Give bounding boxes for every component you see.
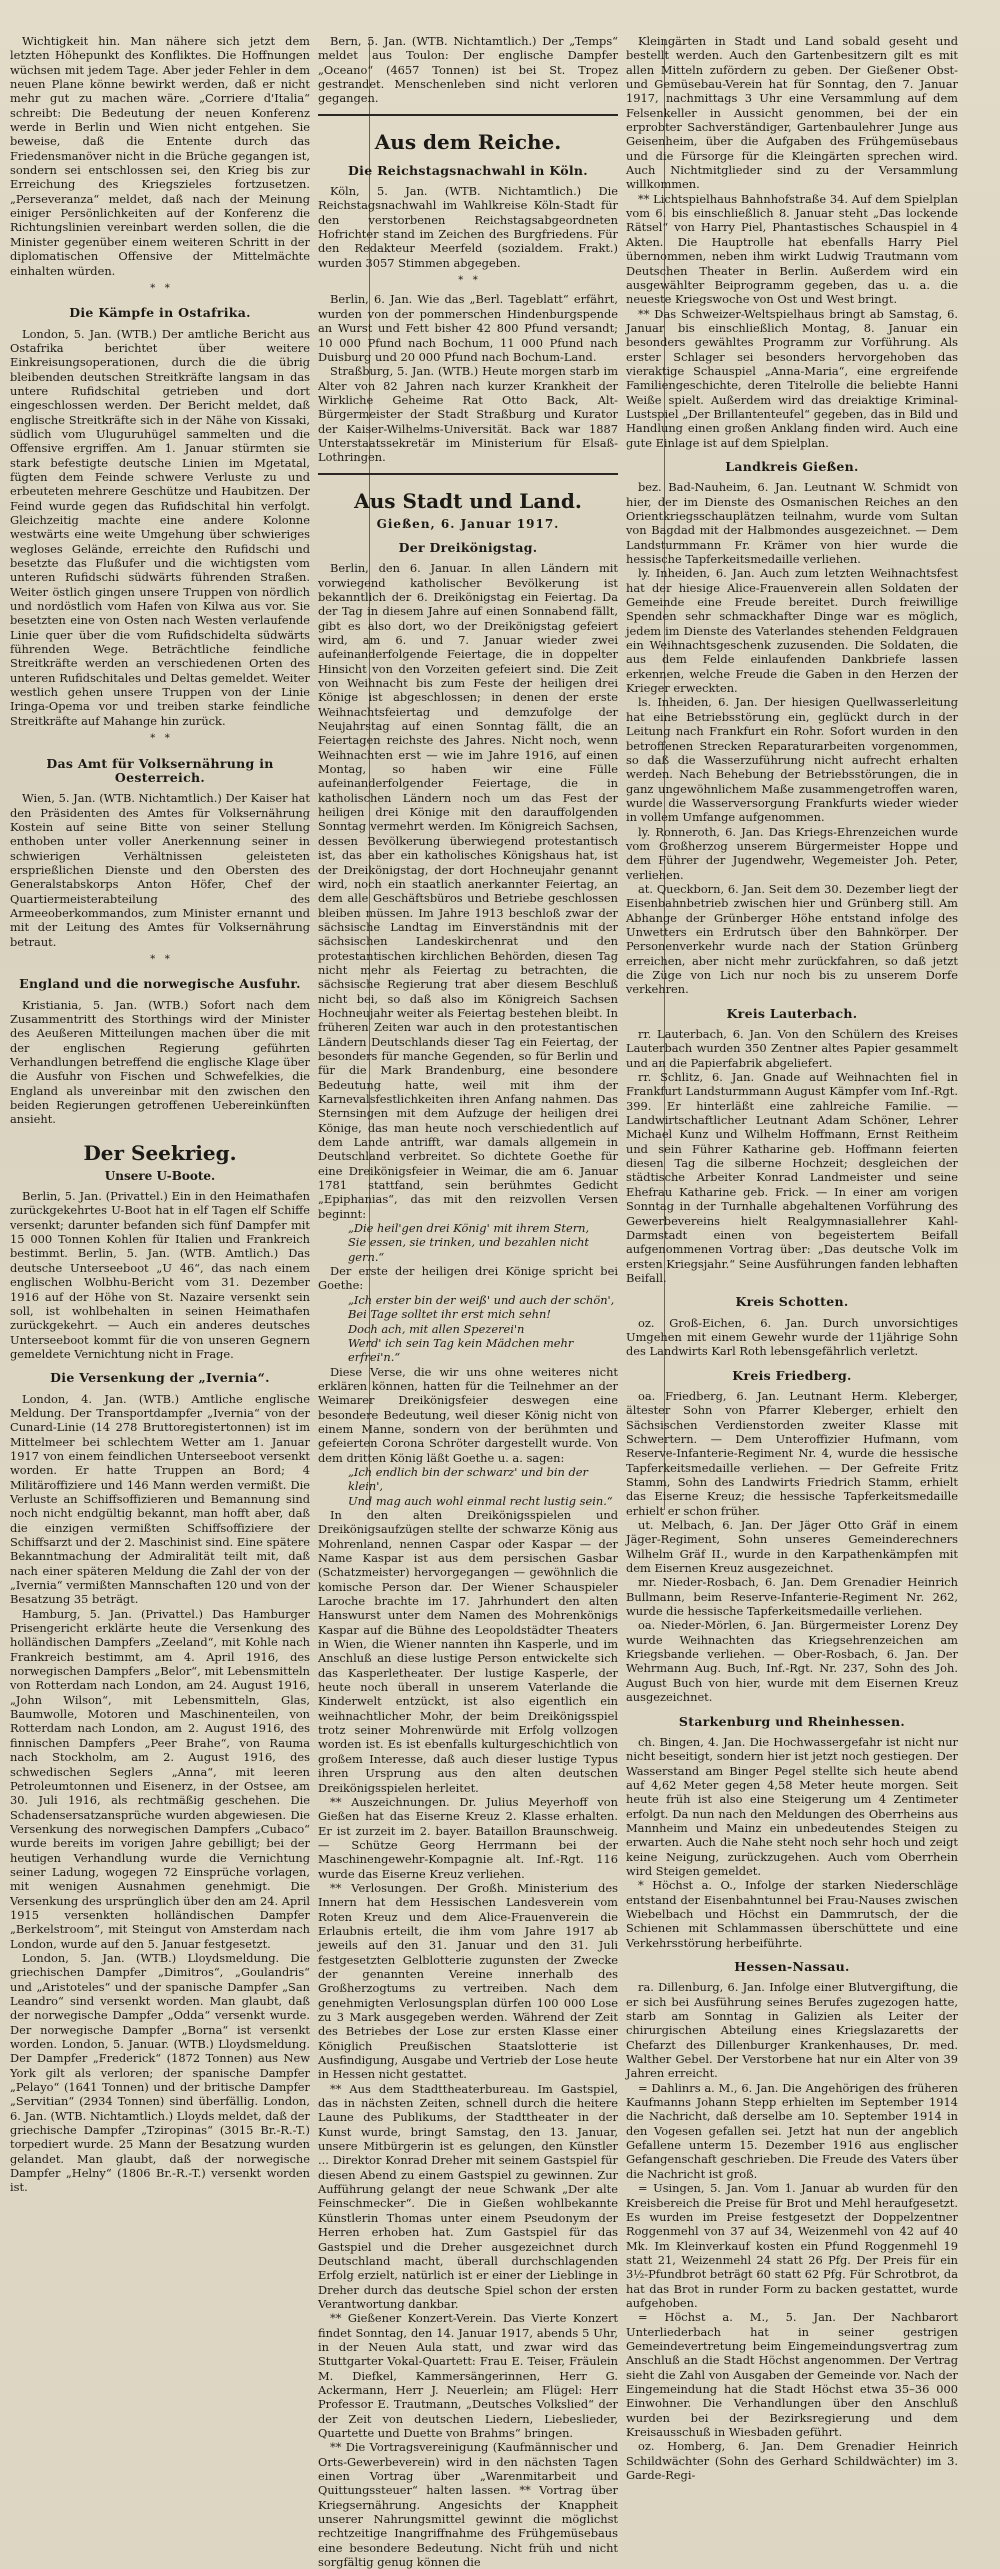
headline-kreis-friedberg: Kreis Friedberg. xyxy=(732,1367,852,1383)
verse-line: Werd' ich sein Tag kein Mädchen mehr erfrei'n.“ xyxy=(348,1335,574,1365)
verse-line: Sie essen, sie trinken, und bezahlen nicht gern.“ xyxy=(348,1235,589,1264)
article-temps: Bern, 5. Jan. (WTB. Nichtamtlich.) Der „Temps“ meldet aus Toulon: Der englische Dampfer „Oceano“ (4657 Tonnen) ist bei St. Tropez gestrandet. Menschenleben sind nicht verloren gegangen. xyxy=(318,34,618,106)
headline-volksernaehrung: Das Amt für Volksernährung in Oesterreich. xyxy=(46,755,274,785)
article-friedberg: oa. Friedberg, 6. Jan. Leutnant Herm. Kleberger, ältester Sohn von Pfarrer Kleberger, erhielt den Sächsischen Verdienstorden zweiter Klasse mit Schwertern. — Dem Unteroffizier Hufmann, vom Reserve-Infanterie-Regiment Nr. 4, wurde die hessische Tapferkeitsmedaille verliehen. — Der Gefreite Fritz Stamm, Sohn des Landwirts Friedrich Stamm, erhielt das Eiserne Kreuz; die hessische Tapferkeitsmedaille erhielt er schon früher. xyxy=(626,1388,958,1518)
article-hoechst-odenwald: * Höchst a. O., Infolge der starken Niederschläge entstand der Eisenbahntunnel bei Frau-Nauses zwischen Wiebelbach und Höchst ein Dammrutsch, der die Schienen mit Schlammassen überschüttete und eine Verkehrsstörung herbeiführte. xyxy=(626,1878,958,1950)
article-stadttheater: ** Aus dem Stadttheaterbureau. Im Gastspiel, das in nächsten Zeiten, schnell durch die heitere Laune des Publikums, der Stadttheater in der Kunst wurde, bringt Samstag, den 13. Januar, unsere Mitbürgerin ist es gelungen, den Künstler ... Direktor Konrad Dreher mit seinem Gastspiel für diesen Abend zu einem Gastspiel zu gewinnen. Zur Aufführung gelangt der neue Schwank „Der alte Feinschmecker“. Die in Gießen wohlbekannte Künstlerin Thomas unter einem Pseudonym der Herren erhoben hat. Zum Gastspiel für das Gastspiel und die Dreher ausgezeichnet durch Deutschland macht, überall durchschlagenden Erfolg erzielt, natürlich ist er einer der Lieblinge in Dreher durch das deutsche Spiel schon der ersten Verantwortung dankbar. xyxy=(318,2081,618,2311)
separator: * * xyxy=(150,282,170,294)
column-left xyxy=(10,34,310,2195)
article-bingen: ch. Bingen, 4. Jan. Die Hochwassergefahr ist nicht nur nicht beseitigt, sondern hier ist jetzt noch gestiegen. Der Wasserstand am Binger Pegel stellte sich heute abend auf 4,62 Meter gegen 4,58 Meter heute morgen. Seit heute früh ist also eine Steigerung um 4 Zentimeter erfolgt. Da nun nach den Meldungen des Oberrheins aus Mannheim und Mainz ein unbedeutendes Steigen zu erwarten. Auch die Nahe steht noch sehr hoch und zeigt keine Neigung, zurückzugehen. Auch vom Oberrhein wird Steigen gemeldet. xyxy=(626,1734,958,1878)
verse-block xyxy=(318,1221,618,1264)
article-konzertverein: ** Gießener Konzert-Verein. Das Vierte Konzert findet Sonntag, den 14. Januar 1917, abends 5 Uhr, in der Neuen Aula statt, und zwar wird das Stuttgarter Vokal-Quartett: Frau E. Teiser, Fräulein M. Diefkel, Kammersängerinnen, Herr G. Ackermann, Herr J. Neuerlein; am Flügel: Herr Professor E. Trautmann, „Deutsches Volkslied“ der der Zeit von deutschen Liedern, Liebeslieder, Quartette und Duette von Brahms“ bringen. xyxy=(318,2311,618,2440)
article-lloyds: London, 5. Jan. (WTB.) Lloydsmeldung. Die griechischen Dampfer „Dimitros“, „Goulandris“ und „Aristoteles“ und der spanische Dampfer „San Leandro“ sind versenkt worden. Man glaubt, daß der norwegische Dampfer „Odda“ versenkt wurde. Der norwegische Dampfer „Borna“ ist versenkt worden. London, 5. Januar. (WTB.) Lloydsmeldung. Der Dampfer „Frederick“ (1872 Tonnen) aus New York gilt als verloren; der spanische Dampfer „Pelayo“ (1641 Tonnen) und der britische Dampfer „Servitian“ (2934 Tonnen) sind überfällig. London, 6. Jan. (WTB. Nichtamtlich.) Lloyds meldet, daß der griechische Dampfer „Tziropinas“ (3015 Br.-R.-T.) torpediert wurde. 25 Mann der Besatzung wurden gelandet. Man glaubt, daß der norwegische Dampfer „Helny“ (1806 Br.-R.-T.) versenkt worden ist. xyxy=(10,1950,310,2195)
verse-line: Bei Tage solltet ihr erst mich sehn! xyxy=(348,1307,551,1322)
section-title-seekrieg: Der Seekrieg. xyxy=(83,1140,237,1165)
article-text: Der erste der heiligen drei Könige spricht bei Goethe: xyxy=(318,1264,618,1293)
verse-line: „Ich erster bin der weiß' und auch der schön', xyxy=(348,1292,615,1307)
article-koeln: Köln, 5. Jan. (WTB. Nichtamtlich.) Die Reichstagsnachwahl im Wahlkreise Köln-Stadt für den verstorbenen Reichstagsabgeordneten Hofrichter stand im Zeichen des Burgfriedens. Für den Redakteur Meerfeld (sozialdem. Frakt.) wurden 3057 Stimmen abgegeben. xyxy=(318,184,618,270)
column-middle xyxy=(318,34,618,2569)
article-dreikoenigstag: Berlin, den 6. Januar. In allen Ländern mit vorwiegend katholischer Bevölkerung ist bekanntlich der 6. Dreikönigstag ein Feiertag. Da der Tag in diesem Jahre auf einen Sonnabend fällt, gibt es also dort, wo der Dreikönigstag gefeiert wird, am 6. und 7. Januar wieder zwei aufeinanderfolgende Feiertage, die in doppelter Hinsicht von den Vorzeiten gefeiert sind. Die Zeit von Weihnacht bis zum Feste der heiligen drei Könige ist abgeschlossen; in denen der erste Weihnachtsfeiertag und demzufolge der Neujahrstag auf einen Sonntag fällt, die an Feiertagen reichste des Jahres. Nicht noch, wenn Weihnachten erst — wie im Jahre 1916, auf einen Montag, so haben wir eine Fülle aufeinanderfolgender Feiertage, die in katholischen Ländern noch um das Fest der heiligen drei Könige mit den darauffolgenden Sonntag vermehrt werden. Im Königreich Sachsen, dessen Bevölkerung überwiegend protestantisch ist, das aber ein katholisches Königshaus hat, ist der Dreikönigstag, der dort Hochneujahr genannt wird, noch ein staatlich anerkannter Feiertag, an dem alle Geschäftsbüros und Betriebe geschlossen bleiben müssen. Im Jahre 1913 beschloß zwar der sächsische Landtag im Einverständnis mit der sächsischen Landeskirchenrat und den protestantischen kirchlichen Behörden, diesen Tag nicht mehr als Feiertag zu betrachten, die sächsische Regierung trat aber diesem Beschluß nicht bei, so daß also im Königreich Sachsen Hochneujahr weiter als Feiertag bestehen bleibt. In früheren Zeiten war auch in den protestantischen Ländern Deutschlands dieser Tag ein Feiertag, der besonders für manche Gegenden, so für Berlin und für die Mark Brandenburg, eine besondere Bedeutung hatte, weil mit ihm der Karnevalsfestlichkeiten ihren Anfang nahmen. Das Sternsingen mit dem Aufzuge der heiligen drei Könige, das man heute noch verschiedentlich auf dem Lande antrifft, war damals allgemein in Deutschland verbreitet. So dichtete Goethe für eine Dreikönigsfeier in Weimar, die am 6. Januar 1781 stattfand, sein berühmtes Gedicht „Epiphanias“, das mit den reizvollen Versen beginnt: xyxy=(318,561,618,1221)
article-text: Diese Verse, die wir uns ohne weiteres nicht erklären können, hatten für die Teilnehmer an der Weimarer Dreikönigsfeier deswegen eine besondere Bedeutung, weil dieser König nicht von einem Manne, sondern von der berühmten und gefeierten Corona Schröter dargestellt wurde. Von dem dritten König läßt Goethe u. a. sagen: xyxy=(318,1364,618,1465)
section-rule xyxy=(318,114,618,116)
article-dillenburg: ra. Dillenburg, 6. Jan. Infolge einer Blutvergiftung, die er sich bei Ausführung seines Berufes zugezogen hatte, starb am Sonntag in Galizien als Leiter der chirurgischen Abteilung eines Kriegslazaretts der Chefarzt des Dillenburger Krankenhauses, Dr. med. Walther Gebel. Der Verstorbene hat nur ein Alter von 39 Jahren erreicht. xyxy=(626,1980,958,2081)
verse-line: Doch ach, mit allen Spezerei'n xyxy=(348,1321,525,1336)
headline-norwegen: England und die norwegische Ausfuhr. xyxy=(19,976,301,992)
article-homberg: oz. Homberg, 6. Jan. Dem Grenadier Heinrich Schildwächter (Sohn des Gerhard Schildwächter) im 3. Garde-Regi- xyxy=(626,2439,958,2483)
headline-kreis-schotten: Kreis Schotten. xyxy=(735,1294,849,1310)
article-lichtspielhaus: ** Lichtspielhaus Bahnhofstraße 34. Auf dem Spielplan vom 6. bis einschließlich 8. Januar steht „Das lockende Rätsel“ von Harry Piel, Phantastisches Schauspiel in 4 Akten. Die Hauptrolle hat ebenfalls Harry Piel übernommen, neben ihm wirkt Ludwig Trautmann vom Deutschen Theater in Berlin. Außerdem wird ein ausgewählter Beiprogramm gegeben, das u. a. die neueste Kriegswoche von Ost und West bringt. xyxy=(626,191,958,307)
article-ronneroth: ly. Ronneroth, 6. Jan. Das Kriegs-Ehrenzeichen wurde vom Großherzog unserem Bürgermeister Hoppe und dem Führer der Jugendwehr, Wegemeister Joh. Peter, verliehen. xyxy=(626,824,958,882)
article-gross-eichen: oz. Groß-Eichen, 6. Jan. Durch unvorsichtiges Umgehen mit einem Gewehr wurde der 11jährige Sohn des Landwirts Karl Roth lebensgefährlich verletzt. xyxy=(626,1315,958,1359)
verse-line: „Die heil'gen drei König' mit ihrem Stern, xyxy=(348,1221,590,1236)
headline-ivernia: Die Versenkung der „Ivernia“. xyxy=(50,1370,270,1386)
article-hindenburgspende: Berlin, 6. Jan. Wie das „Berl. Tageblatt“ erfährt, wurden von der pommerschen Hindenburgspende an Wurst und Fett bisher 42 800 Pfund versandt; 10 000 Pfund nach Bochum, 11 000 Pfund nach Duisburg und 20 000 Pfund nach Bochum-Land. xyxy=(318,292,618,364)
article-nieder-moerlen: oa. Nieder-Mörlen, 6. Jan. Bürgermeister Lorenz Dey wurde Weihnachten das Kriegsehrenzeichen am Kriegsbande verliehen. — Ober-Rosbach, 6. Jan. Der Wehrmann Aug. Buch, Inf.-Rgt. Nr. 237, Sohn des Joh. August Buch von hier, wurde mit dem Eisernen Kreuz ausgezeichnet. xyxy=(626,1618,958,1705)
headline-koeln: Die Reichstagsnachwahl in Köln. xyxy=(348,162,588,178)
article-volksernaehrung: Wien, 5. Jan. (WTB. Nichtamtlich.) Der Kaiser hat den Präsidenten des Amtes für Volksernährung Kostein auf seine Bitte von seiner Stellung enthoben unter voller Anerkennung seiner in schwierigen Verhältnissen geleisteten ersprießlichen Dienste und den Obersten des Generalstabskorps Anton Höfer, Chef der Quartiermeisterabteilung des Armeeoberkommandos, zum Minister ernannt und mit der Leitung des Amtes für Volksernährung betraut. xyxy=(10,791,310,949)
section-title-stadt-land: Aus Stadt und Land. xyxy=(354,488,582,513)
section-rule xyxy=(318,473,618,475)
article-nieder-rosbach: mr. Nieder-Rosbach, 6. Jan. Dem Grenadier Heinrich Bullmann, beim Reserve-Infanterie-Regiment Nr. 262, wurde die hessische Tapferkeitsmedaille verliehen. xyxy=(626,1575,958,1619)
article-norwegen: Kristiania, 5. Jan. (WTB.) Sofort nach dem Zusammentritt des Storthings wird der Minister des Aeußeren Mitteilungen machen über die mit der englischen Regierung geführten Verhandlungen betreffend die englische Klage über die Ausfuhr von Fischen und Schwefelkies, die England als unvereinbar mit den zwischen den beiden Regierungen getroffenen Uebereinkünften ansieht. xyxy=(10,997,310,1127)
dateline: Gießen, 6. Januar 1917. xyxy=(376,516,560,531)
article-ivernia: London, 4. Jan. (WTB.) Amtliche englische Meldung. Der Transportdampfer „Ivernia“ von der Cunard-Linie (14 278 Bruttoregistertonnen) ist im Mittelmeer bei schlechtem Wetter am 1. Januar 1917 von einem feindlichen Unterseeboot versenkt worden. Er hatte Truppen an Bord; 4 Militäroffiziere und 146 Mann werden vermißt. Die Verluste an Schiffsoffizieren und Bemannung sind noch nicht endgültig bekannt, man hofft aber, daß die einzigen vermißten Schiffsoffiziere der Schiffsarzt und der 2. Maschinist sind. Eine spätere Bekanntmachung der Admiralität teilt mit, daß nach einer späteren Meldung die Zahl der von der „Ivernia“ vermißten Mannschaften 120 und von der Besatzung 35 beträgt. xyxy=(10,1391,310,1607)
separator: * * xyxy=(150,953,170,965)
article-u-boote: Berlin, 5. Jan. (Privattel.) Ein in den Heimathafen zurückgekehrtes U-Boot hat in elf Tagen elf Schiffe versenkt; darunter befanden sich fünf Dampfer mit 15 000 Tonnen Kohlen für Italien und Frankreich bestimmt. Berlin, 5. Jan. (WTB. Amtlich.) Das deutsche Unterseeboot „U 46“, das nach einem englischen Wolbhu-Bericht vom 31. Dezember 1916 auf der Höhe von St. Nazaire versenkt sein soll, ist wohlbehalten in seinen Heimathafen zurückgekehrt. — Auch ein anderes deutsches Unterseeboot kommt für die von unseren Gegnern gemeldete Vernichtung nicht in Frage. xyxy=(10,1189,310,1361)
section-title-reiche: Aus dem Reiche. xyxy=(374,129,562,154)
separator: * * xyxy=(150,733,170,745)
separator: * * xyxy=(458,275,478,287)
article-vortrag: ** Die Vortragsvereinigung (Kaufmännischer und Orts-Gewerbeverein) wird in den nächsten Tagen einen Vortrag über „Warenmitarbeit und Quittungssteuer“ halten lassen. ** Vortrag über Kriegsernährung. Angesichts der Knappheit unserer Nahrungsmittel gewinnt die möglichst rechtzeitige Inangriffnahme des Frühgemüsebaus eine besondere Bedeutung. Nicht früh und nicht sorgfältig genug können die xyxy=(318,2440,618,2569)
article-melbach: ut. Melbach, 6. Jan. Der Jäger Otto Gräf in einem Jäger-Regiment, Sohn unseres Gemeinderechners Wilhelm Gräf II., wurde in den Karpathenkämpfen mit dem Eisernen Kreuz ausgezeichnet. xyxy=(626,1518,958,1576)
article-prisengericht: Hamburg, 5. Jan. (Privattel.) Das Hamburger Prisengericht erklärte heute die Versenkung des holländischen Dampfers „Zeeland“, mit Kohle nach Frankreich bestimmt, am 4. April 1916, des norwegischen Dampfers „Belor“, mit Lebensmitteln von Rotterdam nach London, am 24. August 1916, „John Wilson“, mit Lebensmitteln, Glas, Baumwolle, Motoren und Maschinenteilen, von Rotterdam nach London, am 2. August 1916, des finnischen Dampfers „Peer Brahe“, von Rauma nach Stockholm, am 2. August 1916, des schwedischen Seglers „Anna“, mit leeren Petroleumtonnen und Eisenerz, in der Ostsee, am 30. Juli 1916, als rechtmäßig geschehen. Die Schadensersatzansprüche wurden abgewiesen. Die Versenkung des norwegischen Dampfers „Cubaco“ wurde bereits im vorigen Jahre gebilligt; bei der heutigen Verhandlung wurde die Vernichtung seiner Ladung, wogegen 72 Einsprüche vorlagen, mit wenigen Ausnahmen genehmigt. Die Versenkung des ursprünglich über den am 24. April 1915 versenkten holländischen Dampfer „Berkelstroom“, mit Steingut von Amsterdam nach London, wurde auf den 5. Januar festgesetzt. xyxy=(10,1606,310,1951)
article-strassburg: Straßburg, 5. Jan. (WTB.) Heute morgen starb im Alter von 82 Jahren nach kurzer Krankheit der Wirkliche Geheime Rat Otto Back, Alt-Bürgermeister der Stadt Straßburg und Kurator der Kaiser-Wilhelms-Universität. Back war 1887 Unterstaatssekretär im Ministerium für Elsaß-Lothringen. xyxy=(318,364,618,465)
article-auszeichnungen: ** Auszeichnungen. Dr. Julius Meyerhoff von Gießen hat das Eiserne Kreuz 2. Klasse erhalten. Er ist zurzeit im 2. bayer. Bataillon Braunschweig. — Schütze Georg Herrmann bei der Maschinengewehr-Kompagnie alt. Inf.-Rgt. 116 wurde das Eiserne Kreuz verliehen. xyxy=(318,1794,618,1881)
headline-starkenburg: Starkenburg und Rheinhessen. xyxy=(678,1713,906,1729)
article-lauterbach: rr. Lauterbach, 6. Jan. Von den Schülern des Kreises Lauterbach wurden 350 Zentner altes Papier gesammelt und an die Papierfabrik abgeliefert. xyxy=(626,1027,958,1070)
article-inheiden-2: ls. Inheiden, 6. Jan. Der hiesigen Quellwasserleitung hat eine Betriebsstörung ein, geglückt durch in der Leitung nach Frankfurt ein Rohr. Sofort wurden in den betroffenen Strecken Reparaturarbeiten vorgenommen, so daß die Wasserzuführung nicht aufrecht erhalten werden. Nach Behebung der Betriebsstörungen, die in ganz ungewöhnlichem Maße zusammengetroffen waren, wurde die Wasserversorgung Frankfurts wieder wieder in vollem Umfange aufgenommen. xyxy=(626,695,958,825)
verse-line: Und mag auch wohl einmal recht lustig sein.“ xyxy=(348,1493,613,1508)
headline-ostafrika: Die Kämpfe in Ostafrika. xyxy=(69,305,251,321)
article-inheiden: ly. Inheiden, 6. Jan. Auch zum letzten Weihnachtsfest hat der hiesige Alice-Frauenverein allen Soldaten der Gemeinde eine Freude bereitet. Durch freiwillige Spenden sehr schmackhafter Dinge war es möglich, jedem im Dienste des Vaterlandes stehenden Feldgrauen ein Weihnachtsgeschenk zuzusenden. Die Soldaten, die aus dem Felde einlaufenden Dankbriefe lassen erkennen, welche Freude die Gaben in den Herzen der Krieger erweckten. xyxy=(626,566,958,696)
headline-landkreis-giessen: Landkreis Gießen. xyxy=(725,458,859,474)
subtitle-u-boote: Unsere U-Boote. xyxy=(104,1168,216,1183)
headline-dreikoenigstag: Der Dreikönigstag. xyxy=(398,539,538,555)
article-kleingaerten: Kleingärten in Stadt und Land sobald geseht und bestellt werden. Auch den Gartenbesitzern gilt es mit allen Mitteln zufördern zu geben. Der Gießener Obst- und Gemüsebau-Verein hat für Sonntag, den 7. Januar 1917, nachmittags 3 Uhr eine Versammlung auf dem Felsenkeller in Aussicht genommen, bei der ein erprobter Sachverständiger, Gartenbaulehrer Junge aus Geisenheim, über die Aufgaben des Frühgemüsebaus und die Fürsorge für die Kleingärten sprechen wird. Auch Nichtmitglieder sind zu der Versammlung willkommen. xyxy=(626,34,958,192)
headline-hessen-nassau: Hessen-Nassau. xyxy=(734,1959,850,1974)
verse-line: „Ich endlich bin der schwarz' und bin der klein', xyxy=(348,1464,588,1494)
article-dahlinrs: = Dahlinrs a. M., 6. Jan. Die Angehörigen des früheren Kaufmanns Johann Stepp erhielten im September 1914 die Nachricht, daß derselbe am 10. September 1914 in den Vogesen gefallen sei. Jetzt hat nun der angeblich Gefallene unterm 15. Dezember 1916 aus englischer Gefangenschaft geschrieben. Die Freude des Vaters über die Nachricht ist groß. xyxy=(626,2080,958,2181)
article-ostafrika: London, 5. Jan. (WTB.) Der amtliche Bericht aus Ostafrika berichtet über weitere Einkreisungsoperationen, durch die die übrig bleibenden deutschen Streitkräfte langsam in das untere Rufidschital getrieben und dort eingeschlossen werden. Der Bericht meldet, daß englische Streitkräfte sich in der Nähe von Kissaki, südlich vom Uluguruhügel sammelten und die Offensive ergriffen. Am 1. Januar stürmten sie stark befestigte deutsche Linien im Mgetatal, fügten dem Feinde schwere Verluste zu und erbeuteten mehrere Geschütze und Haubitzen. Der Feind wurde gegen das Rufidschital hin verfolgt. Gleichzeitig machte eine andere Kolonne westwärts eine weite Umgehung über schwieriges wegloses Gelände, erreichte den Rufidschi und besetzte das Flußufer und die wichtigsten vom unteren Rufidschi südwärts führenden Straßen. Weiter östlich gingen unsere Truppen von nördlich und nordöstlich vom Hafen von Kilwa aus vor. Sie besetzten eine von Osten nach Westen verlaufende Linie quer über die vom Rufidschidelta südwärts führenden Wege. Beträchtliche feindliche Streitkräfte werden an verschiedenen Orten des unteren Rufidschitales und Deltas gemeldet. Weiter westlich gehen unsere Truppen von der Linie Iringa-Opema vor und treiben starke feindliche Streitkräfte auf Mahange hin zurück. xyxy=(10,326,310,728)
verse-block xyxy=(318,1465,618,1508)
article-usingen: = Usingen, 5. Jan. Vom 1. Januar ab wurden für den Kreisbereich die Preise für Brot und Mehl heraufgesetzt. Es wurden im Preise festgesetzt der Doppelzentner Roggenmehl von 37 auf 34, Weizenmehl von 42 auf 40 Mk. Im Kleinverkauf kosten ein Pfund Roggenmehl 19 statt 21, Weizenmehl 24 statt 26 Pfg. Der Preis für ein 3½-Pfundbrot beträgt 60 statt 62 Pfg. Für Schrotbrot, da hat das Brot in runder Form zu backen gestattet, wurde aufgehoben. xyxy=(626,2181,958,2310)
article-verlosungen: ** Verlosungen. Der Großh. Ministerium des Innern hat dem Hessischen Landesverein vom Roten Kreuz und dem Alice-Frauenverein die Erlaubnis erteilt, die ihm vom Jahre 1917 ab jeweils auf den 31. Januar und den 31. Juli festgesetzten Gelblotterie zugunsten der Zwecke der genannten Vereine innerhalb des Großherzogtums zu vertreiben. Nach dem genehmigten Verlosungsplan dürfen 100 000 Lose zu 3 Mark ausgegeben werden. Während der Zeit des Betriebes der Lose zur ersten Klasse einer Königlich Preußischen Staatslotterie ist Ausfindigung, Ausgabe und Vertrieb der Lose heute in Hessen nicht gestattet. xyxy=(318,1880,618,2082)
article-text: In den alten Dreikönigsspielen und Dreikönigsaufzügen stellte der schwarze König aus Mohrenland, nennen Caspar oder Kaspar — der Name Kaspar ist aus dem persischen Gasbar (Schatzmeister) hervorgegangen — gewöhnlich die komische Person dar. Der Wiener Schauspieler Laroche brachte im 17. Jahrhundert den alten Hanswurst unter dem Namen des Mohrenkönigs Kaspar auf die Bühne des Leopoldstädter Theaters in Wien, die Wiener nannten ihn Kasperle, und im Anschluß an diese lustige Person entwickelte sich das Kasperletheater. Der lustige Kasperle, der heute noch überall in unserem Vaterlande die Kinderwelt entzückt, ist also eigentlich ein weihnachtlicher Mohr, der beim Dreikönigsspiel trotz seiner Mohrenwürde mit Erfolg vollzogen worden ist. Es ist ebenfalls kulturgeschichtlich von großem Interesse, daß auch dieser lustige Typus ihren Ursprung aus den alten deutschen Dreikönigsspielen herleitet. xyxy=(318,1507,618,1795)
article-queckborn: at. Queckborn, 6. Jan. Seit dem 30. Dezember liegt der Eisenbahnbetrieb zwischen hier und Grünberg still. Am Abhange der Grünberger Höhe entstand infolge des Unwetters ein Erdrutsch über den Bahnkörper. Der Personenverkehr wurde nach der Station Grünberg erreichen, aber nicht mehr zurückfahren, so daß jetzt die Züge von Lich nur noch bis zu unserem Dorfe verkehren. xyxy=(626,881,958,997)
column-right xyxy=(626,34,958,2483)
article-intro: Wichtigkeit hin. Man nähere sich jetzt dem letzten Höhepunkt des Konfliktes. Die Hoffnungen wüchsen mit jedem Tage. Aber jeder Fehler in dem neuen Plane könne bewirkt werden, daß er nicht mehr gut zu machen wäre. „Corriere d'Italia“ schreibt: Die Bedeutung der neuen Konferenz werde in Berlin und Wien nicht entgehen. Sie beweise, daß die Entente durch das Friedensmanöver nicht in die Brüche gegangen ist, sondern sei entschlossen sei, den Krieg bis zur Erreichung des Kriegszieles fortzusetzen. „Perseveranza“ meldet, daß nach der Meinung einiger Persönlichkeiten auf der Konferenz die Richtungslinien vereinbart werden sollen, die die Minister gegenüber einem weiteren Schritt in der diplomatischen Offensive der Mittelmächte einhalten würden. xyxy=(10,34,310,278)
article-hoechst-main: = Höchst a. M., 5. Jan. Der Nachbarort Unterliederbach hat in seiner gestrigen Gemeindevertretung beim Eingemeindungsvertrag zum Anschluß an die Stadt Höchst angenommen. Der Vertrag sieht die Zahl von Ausgaben der Gemeinde vor. Nach der Eingemeindung hat die Stadt Höchst etwa 35–36 000 Einwohner. Die Verhandlungen über den Anschluß wurden bei der Bezirksregierung und dem Kreisausschuß in Wiesbaden geführt. xyxy=(626,2310,958,2439)
article-schlitz: rr. Schlitz, 6. Jan. Gnade auf Weihnachten fiel in Frankfurt Landsturmmann August Kämpfer vom Inf.-Rgt. 399. Er hinterläßt eine zahlreiche Familie. — Landwirtschaftlicher Leutnant Adam Schöner, Lehrer Michael Kunz und Wilhelm Hoffmann, Ernst Reitheim und sein Führer Katharine geb. Hoffmann feierten diesen Tag die silberne Hochzeit; desgleichen der städtische Arbeiter Konrad Landmeister und seine Ehefrau Katharine geb. Frick. — In einer am vorigen Sonntag in der Turnhalle abgehaltenen Vorführung des Gewerbevereins hielt Realgymnasiallehrer Kahl-Darmstadt einen von begeistertem Beifall aufgenommenen Vortrag über: „Das deutsche Volk im ersten Kriegsjahr.“ Seine Ausführungen fanden lebhaften Beifall. xyxy=(626,1070,958,1285)
verse-block xyxy=(318,1293,618,1365)
article-bad-nauheim: bez. Bad-Nauheim, 6. Jan. Leutnant W. Schmidt von hier, der im Dienste des Osmanischen Reiches an den Orientkriegsschauplätzen teilnahm, wurde vom Sultan von Bagdad mit der Halbmondes ausgezeichnet. — Dem Landsturmmann Fr. Krämer von hier wurde die hessische Tapferkeitsmedaille verliehen. xyxy=(626,480,958,567)
article-weltspielhaus: ** Das Schweizer-Weltspielhaus bringt ab Samstag, 6. Januar bis einschließlich Montag, 8. Januar ein besonders gewähltes Programm zur Vorführung. Als erster Schlager sei besonders hervorgehoben das vieraktige Schauspiel „Anna-Maria“, eine ergreifende Familiengeschichte, deren Titelrolle die beliebte Hanni Weiße spielt. Außerdem wird das dreiaktige Kriminal-Lustspiel „Der Brillantenteufel“ gegeben, das in Bild und Handlung einen großen Anklang finden wird. Auch eine gute Einlage ist auf dem Spielplan. xyxy=(626,306,958,450)
headline-kreis-lauterbach: Kreis Lauterbach. xyxy=(726,1005,858,1021)
